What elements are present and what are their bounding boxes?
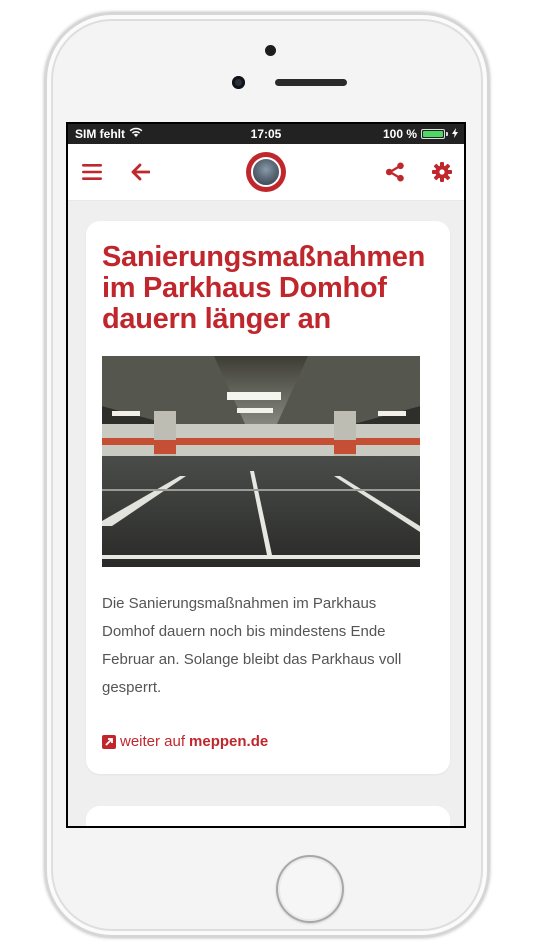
earpiece-speaker [275, 79, 347, 86]
screen [66, 122, 466, 828]
app-logo[interactable] [246, 152, 286, 192]
front-camera [232, 76, 245, 89]
parking-garage-photo [102, 356, 420, 567]
article-title[interactable]: Sanierungsmaßnahmen im Parkhaus Domhof dauern länger an [102, 241, 426, 335]
status-bar [68, 124, 464, 144]
external-link-icon [102, 735, 116, 749]
feed[interactable] [68, 201, 464, 826]
article-summary: Die Sanierungsmaßnahmen im Parkhaus Domhof dauern noch bis mindestens Ende Februar an. Solange bleibt das Parkhaus voll gesperrt. [102, 595, 402, 696]
battery-percent: 100 % [382, 127, 417, 141]
next-news-card[interactable] [86, 806, 450, 828]
home-button[interactable] [276, 855, 344, 923]
clock: 17:05 [250, 127, 282, 141]
share-icon[interactable] [381, 158, 409, 186]
news-card[interactable] [86, 221, 450, 774]
app-toolbar [68, 144, 464, 201]
battery-tip [446, 132, 448, 136]
battery-icon [421, 129, 445, 139]
back-arrow-icon[interactable] [126, 158, 154, 186]
menu-icon[interactable] [78, 158, 106, 186]
link-prefix: weiter auf [120, 733, 186, 750]
gear-icon[interactable] [428, 158, 456, 186]
carrier-label: SIM fehlt [75, 127, 125, 141]
link-domain[interactable]: meppen.de [189, 733, 269, 750]
external-link[interactable] [102, 733, 268, 750]
charging-bolt-icon [452, 127, 458, 141]
proximity-sensor [265, 45, 276, 56]
